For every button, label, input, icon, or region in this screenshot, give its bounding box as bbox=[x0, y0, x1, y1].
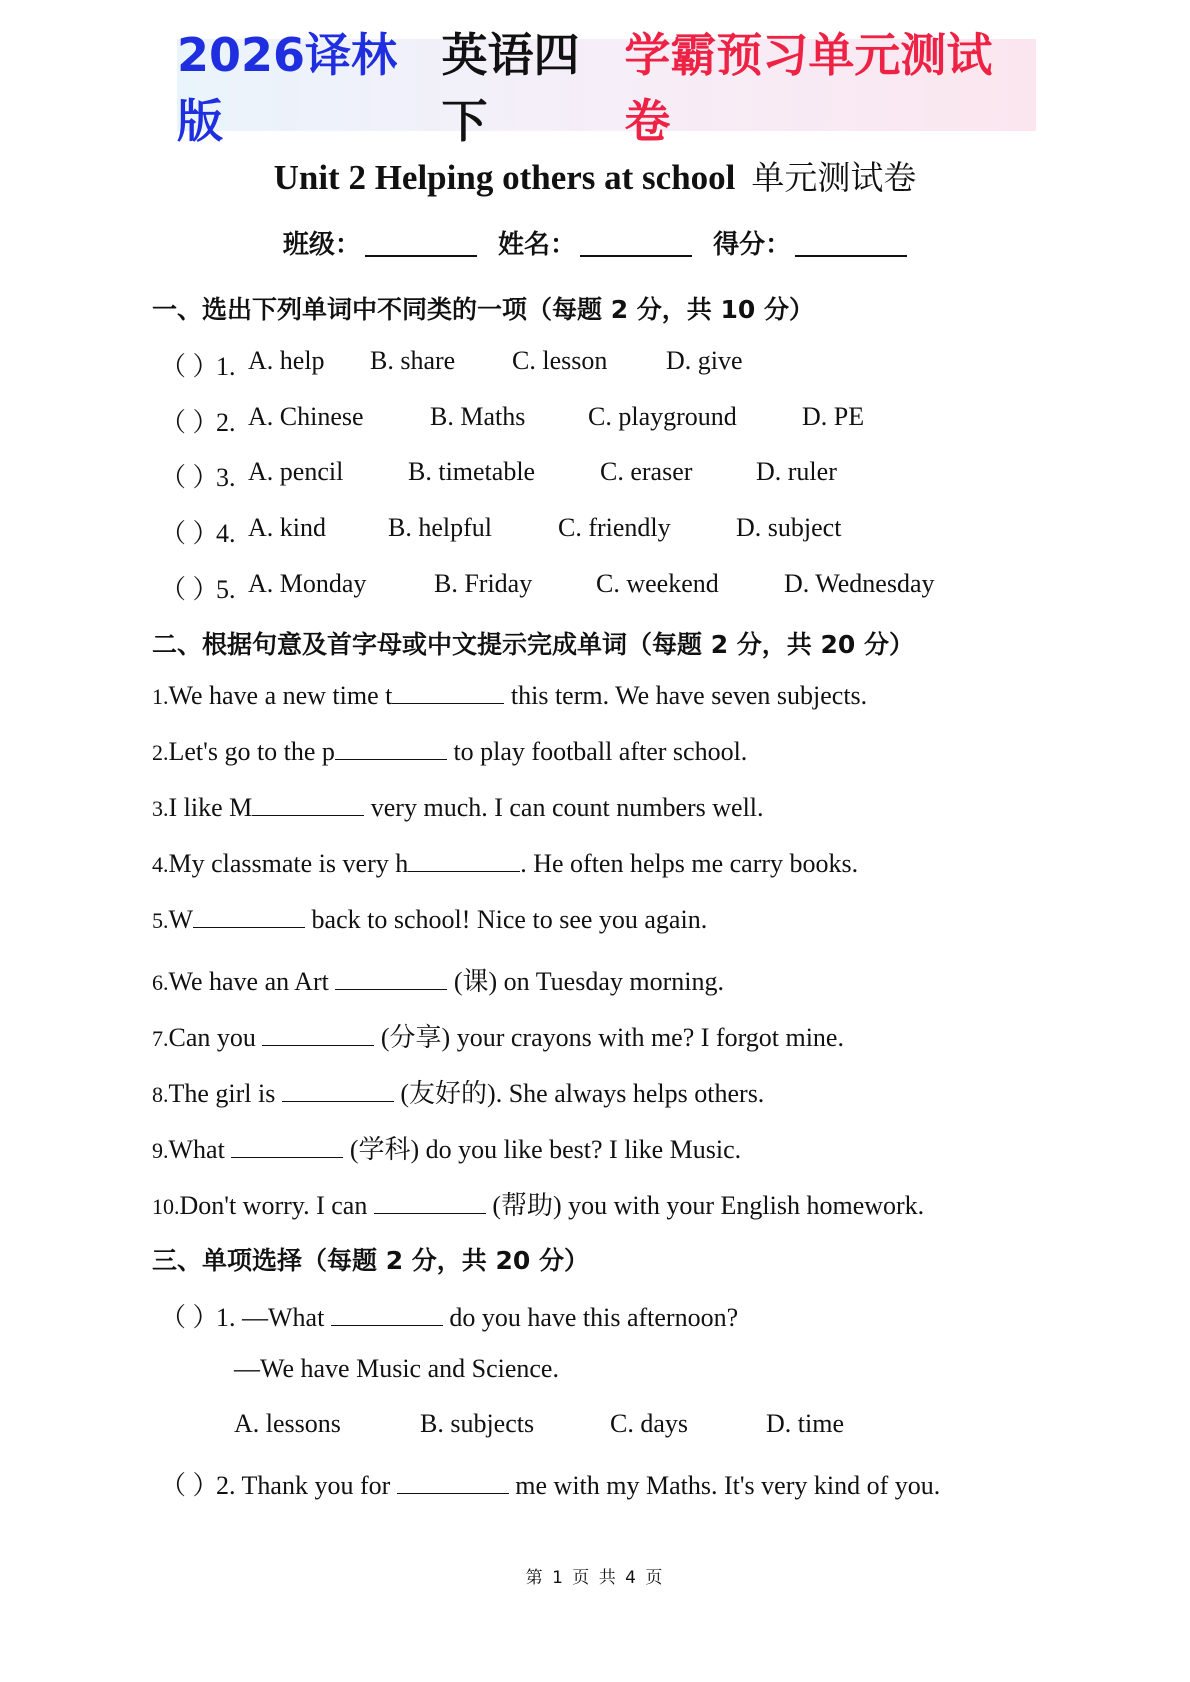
item-number: 3. bbox=[152, 796, 169, 821]
answer-blank[interactable] bbox=[262, 1025, 374, 1046]
answer-paren[interactable]: （ ） bbox=[160, 408, 219, 437]
answer-paren[interactable]: （ ） bbox=[160, 463, 219, 492]
answer-paren[interactable]: （ ） bbox=[160, 519, 219, 548]
class-blank[interactable] bbox=[365, 231, 477, 257]
item-number: 3. bbox=[216, 463, 236, 492]
s2-item-4 bbox=[152, 849, 858, 879]
answer-paren[interactable]: （ ） bbox=[160, 1303, 219, 1332]
sentence-start: We have an Art bbox=[168, 967, 336, 996]
s2-item-6 bbox=[152, 961, 724, 998]
option-c: C. days bbox=[610, 1409, 688, 1438]
option-b: B. Maths bbox=[430, 402, 526, 431]
answer-blank[interactable] bbox=[408, 851, 520, 872]
item-number: 2. bbox=[216, 408, 236, 437]
answer-paren[interactable]: （ ） bbox=[160, 1471, 219, 1500]
name-blank[interactable] bbox=[580, 231, 692, 257]
section3-heading: 三、单项选择（每题 2 分，共 20 分） bbox=[152, 1246, 590, 1275]
answer-blank[interactable] bbox=[374, 1193, 486, 1214]
option-a: A. kind bbox=[248, 513, 326, 542]
banner-test-name: 学霸预习单元测试卷 bbox=[624, 28, 993, 148]
item-number: 1. bbox=[216, 1303, 236, 1332]
s2-item-9 bbox=[152, 1129, 741, 1166]
answer-paren[interactable]: （ ） bbox=[160, 352, 219, 381]
sentence-end: back to school! Nice to see you again. bbox=[305, 905, 708, 934]
sentence-end: (课) on Tuesday morning. bbox=[447, 967, 724, 996]
s2-item-7 bbox=[152, 1017, 844, 1054]
score-field[interactable] bbox=[713, 224, 907, 261]
option-c: C. friendly bbox=[558, 513, 671, 542]
item-number: 1. bbox=[216, 352, 236, 381]
section2-heading: 二、根据句意及首字母或中文提示完成单词（每题 2 分，共 20 分） bbox=[152, 630, 915, 659]
answer-blank[interactable] bbox=[335, 969, 447, 990]
question-start: Thank you for bbox=[241, 1471, 397, 1500]
answer-blank[interactable] bbox=[331, 1305, 443, 1326]
option-d: D. subject bbox=[736, 513, 842, 542]
item-number: 2. bbox=[152, 740, 169, 765]
option-d: D. time bbox=[766, 1409, 844, 1438]
option-b: B. helpful bbox=[388, 513, 492, 542]
name-label: 姓名： bbox=[497, 230, 576, 260]
sentence-start: My classmate is very h bbox=[168, 849, 409, 878]
question-end: do you have this afternoon? bbox=[442, 1303, 739, 1332]
sentence-start: Don't worry. I can bbox=[179, 1191, 374, 1220]
page-title bbox=[0, 152, 1190, 199]
title-english: Unit 2 Helping others at school bbox=[273, 158, 736, 197]
sentence-start: I like M bbox=[168, 793, 253, 822]
sentence-start: Let's go to the p bbox=[168, 737, 335, 766]
option-d: D. give bbox=[666, 346, 743, 375]
s3-question-1 bbox=[160, 1297, 738, 1334]
item-number: 2. bbox=[216, 1471, 236, 1500]
s1-item-4 bbox=[160, 513, 842, 550]
option-b: B. subjects bbox=[420, 1409, 535, 1438]
sentence-end: . He often helps me carry books. bbox=[520, 849, 859, 878]
student-info-line bbox=[0, 224, 1190, 261]
item-number: 5. bbox=[216, 575, 236, 604]
s2-item-1 bbox=[152, 681, 867, 711]
sentence-start: The girl is bbox=[168, 1079, 282, 1108]
answer-blank[interactable] bbox=[282, 1081, 394, 1102]
sentence-end: (友好的). She always helps others. bbox=[393, 1079, 765, 1108]
s3-question-1-reply: —We have Music and Science. bbox=[234, 1354, 559, 1383]
item-number: 4. bbox=[152, 852, 169, 877]
option-a: A. lessons bbox=[234, 1409, 341, 1438]
option-a: A. Monday bbox=[248, 569, 367, 598]
item-number: 1. bbox=[152, 684, 169, 709]
option-b: B. timetable bbox=[408, 457, 536, 486]
s2-item-5 bbox=[152, 905, 707, 935]
sentence-start: Can you bbox=[168, 1023, 263, 1052]
answer-blank[interactable] bbox=[231, 1137, 343, 1158]
s1-item-5 bbox=[160, 569, 935, 606]
option-d: D. PE bbox=[802, 402, 865, 431]
title-banner bbox=[177, 28, 1036, 148]
score-label: 得分： bbox=[713, 230, 792, 260]
s2-item-3 bbox=[152, 793, 764, 823]
sentence-end: (分享) your crayons with me? I forgot mine. bbox=[374, 1023, 844, 1052]
item-number: 8. bbox=[152, 1082, 169, 1107]
sentence-end: this term. We have seven subjects. bbox=[504, 681, 868, 710]
sentence-start: We have a new time t bbox=[168, 681, 393, 710]
banner-subject: 英语四下 bbox=[441, 28, 580, 148]
item-number: 9. bbox=[152, 1138, 169, 1163]
item-number: 7. bbox=[152, 1026, 169, 1051]
item-number: 5. bbox=[152, 908, 169, 933]
answer-blank[interactable] bbox=[392, 683, 504, 704]
sentence-end: very much. I can count numbers well. bbox=[364, 793, 764, 822]
section1-heading: 一、选出下列单词中不同类的一项（每题 2 分，共 10 分） bbox=[152, 295, 815, 324]
sentence-start: W bbox=[168, 905, 194, 934]
option-b: B. Friday bbox=[434, 569, 533, 598]
option-c: C. playground bbox=[588, 402, 737, 431]
sentence-start: What bbox=[168, 1135, 232, 1164]
question-end: me with my Maths. It's very kind of you. bbox=[508, 1471, 941, 1500]
question-start: —What bbox=[242, 1303, 331, 1332]
answer-blank[interactable] bbox=[335, 739, 447, 760]
option-c: C. eraser bbox=[600, 457, 693, 486]
option-d: D. ruler bbox=[756, 457, 837, 486]
item-number: 10. bbox=[152, 1194, 180, 1219]
sentence-end: (学科) do you like best? I like Music. bbox=[343, 1135, 742, 1164]
answer-blank[interactable] bbox=[397, 1473, 509, 1494]
s1-item-3 bbox=[160, 457, 837, 494]
s3-question-2 bbox=[160, 1465, 940, 1502]
banner-edition: 2026译林版 bbox=[177, 28, 398, 148]
page-footer: 第 1 页 共 4 页 bbox=[525, 1568, 665, 1588]
item-number: 4. bbox=[216, 519, 236, 548]
score-blank[interactable] bbox=[795, 231, 907, 257]
s2-item-8 bbox=[152, 1073, 764, 1110]
answer-paren[interactable]: （ ） bbox=[160, 575, 219, 604]
title-chinese: 单元测试卷 bbox=[751, 158, 917, 197]
option-b: B. share bbox=[370, 346, 456, 375]
option-d: D. Wednesday bbox=[784, 569, 935, 598]
class-field[interactable] bbox=[283, 224, 477, 261]
answer-blank[interactable] bbox=[252, 795, 364, 816]
sentence-end: to play football after school. bbox=[446, 737, 748, 766]
name-field[interactable] bbox=[498, 224, 692, 261]
s1-item-2 bbox=[160, 402, 865, 439]
option-a: A. help bbox=[248, 346, 325, 375]
option-a: A. pencil bbox=[248, 457, 344, 486]
s3-question-1-options bbox=[234, 1409, 844, 1439]
option-c: C. lesson bbox=[512, 346, 608, 375]
s1-item-1 bbox=[160, 346, 743, 383]
option-c: C. weekend bbox=[596, 569, 719, 598]
s2-item-10 bbox=[152, 1185, 924, 1222]
class-label: 班级： bbox=[282, 230, 361, 260]
sentence-end: (帮助) you with your English homework. bbox=[485, 1191, 925, 1220]
answer-blank[interactable] bbox=[193, 907, 305, 928]
option-a: A. Chinese bbox=[248, 402, 364, 431]
s2-item-2 bbox=[152, 737, 747, 767]
item-number: 6. bbox=[152, 970, 169, 995]
